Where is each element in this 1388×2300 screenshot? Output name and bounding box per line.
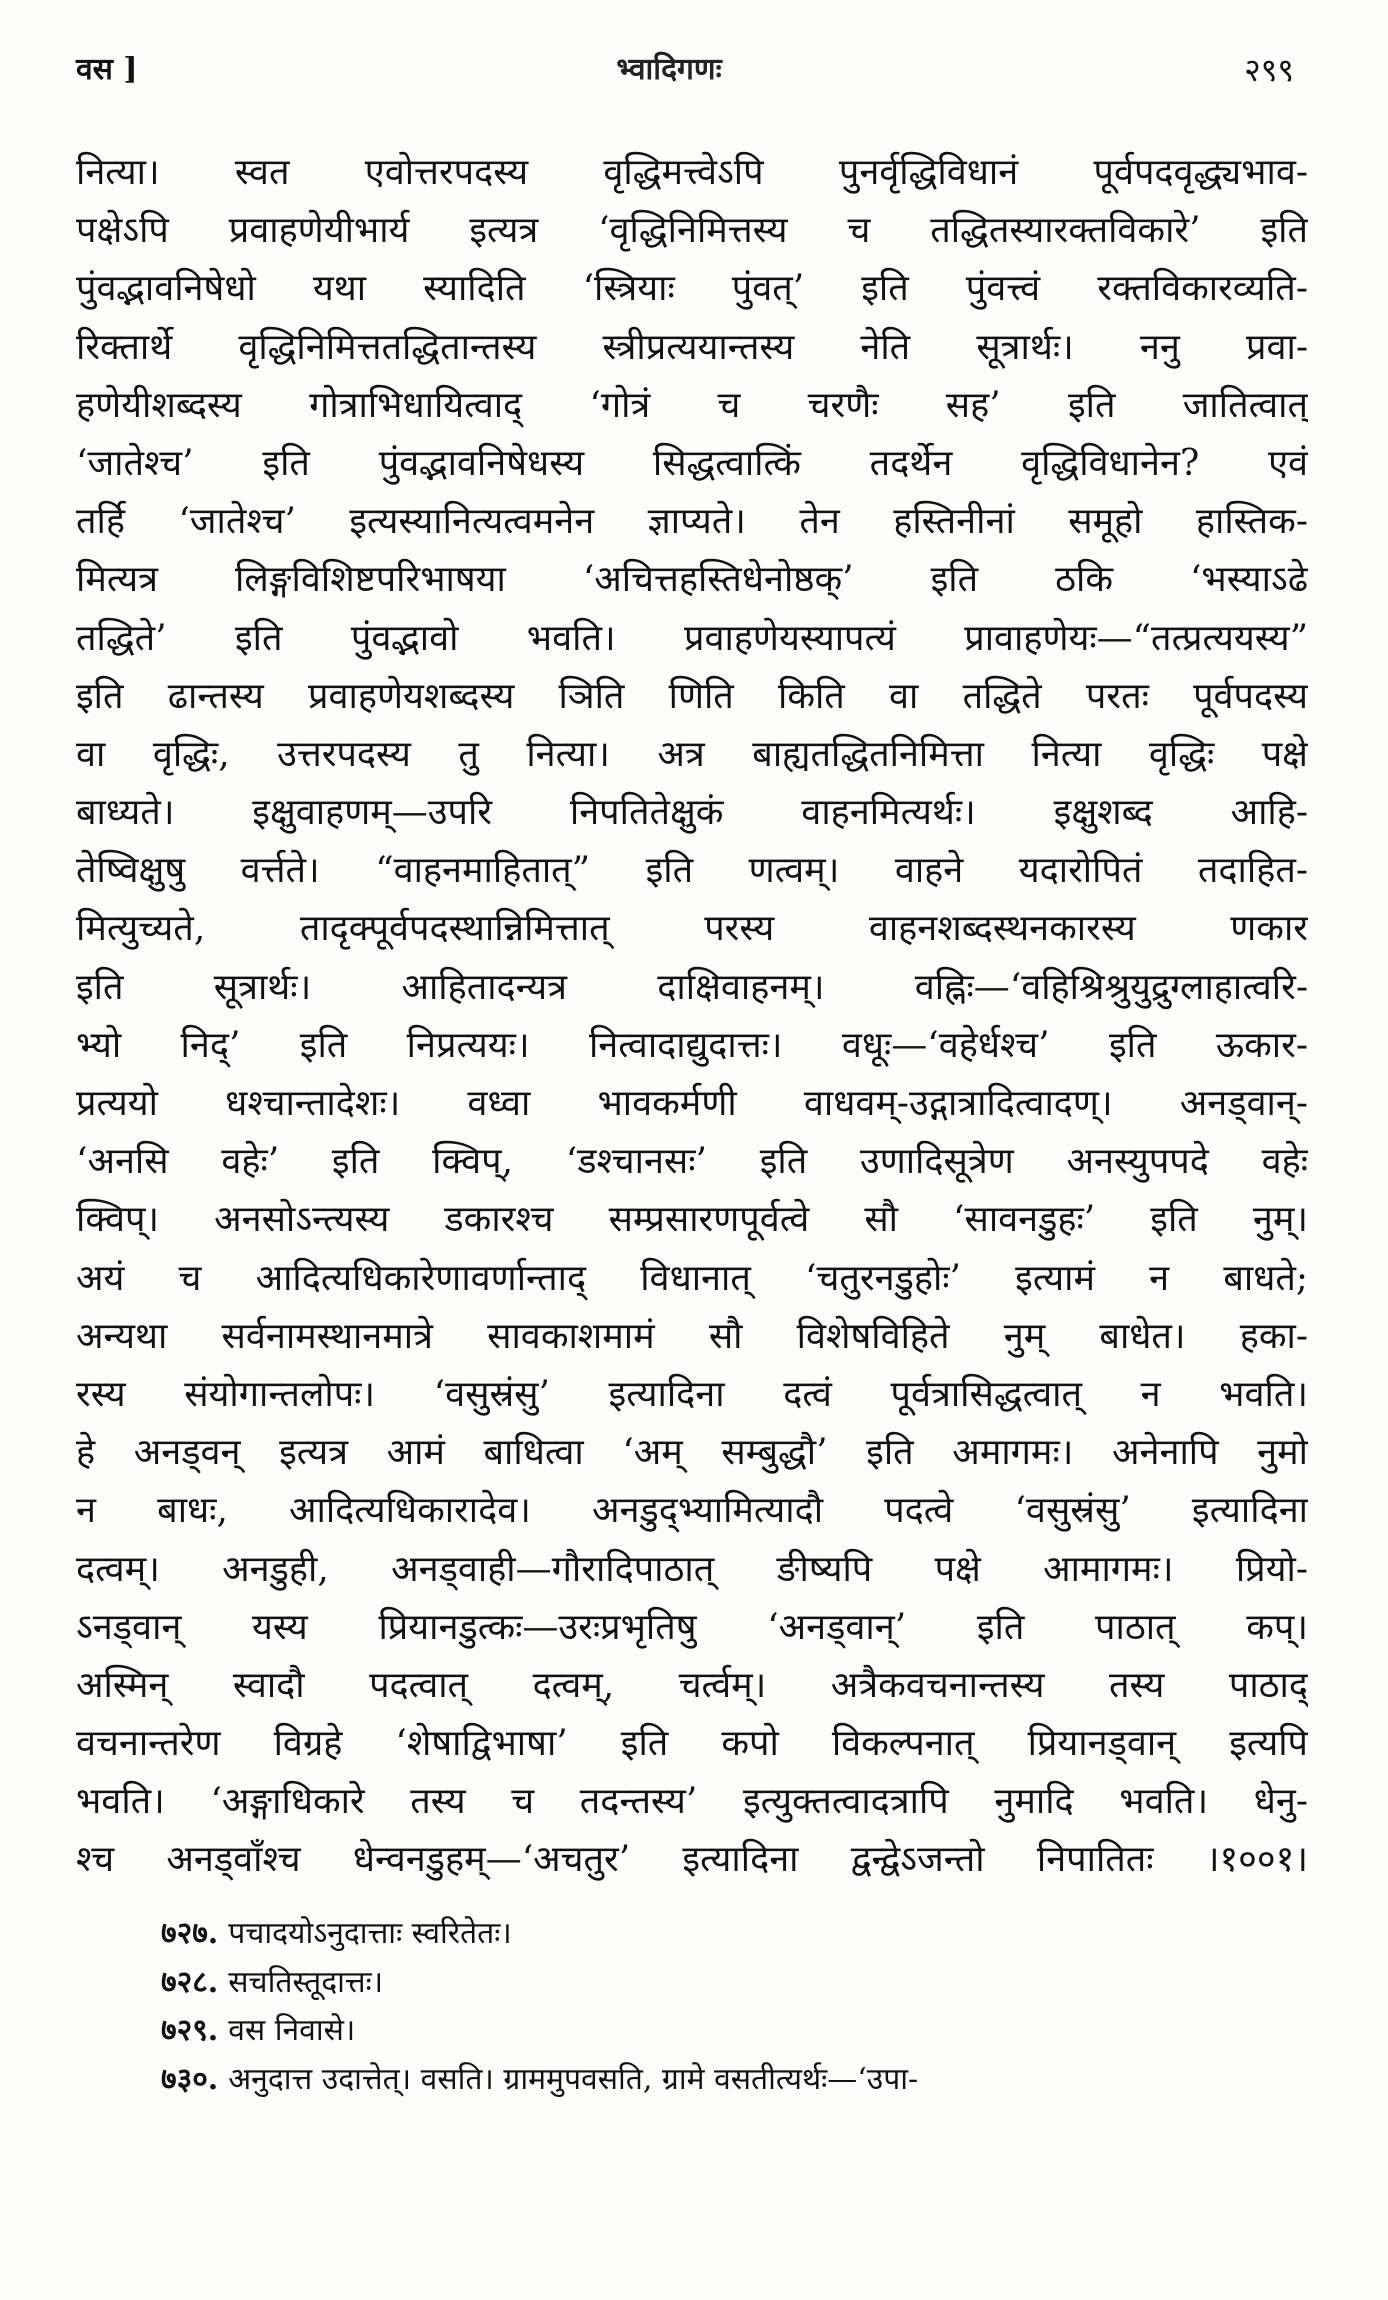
body-line: ऽनड्वान् यस्य प्रियानडुत्कः—उरःप्रभृतिषु ‘अनड्वान्’ इति पाठात् कप्। xyxy=(76,1606,1308,1648)
body-line: प्रत्ययो धश्चान्तादेशः। वध्वा भावकर्मणी वाधवम्-उद्गात्रादित्वादण्। अनड्वान्- xyxy=(76,1083,1308,1124)
body-line: न बाधः, आदित्यधिकारादेव। अनडुद्भ्यामित्यादौ पदत्वे ‘वसुस्रंसु’ इत्यादिना xyxy=(76,1490,1308,1532)
body-line: मित्युच्यते, तादृक्पूर्वपदस्थान्निमित्तात् परस्य वाहनशब्दस्थनकारस्य णकार xyxy=(76,908,1308,950)
body-line: अयं च आदित्यधिकारेणावर्णान्ताद् विधानात् ‘चतुरनडुहोः’ इत्यामं न बाधते; xyxy=(76,1257,1308,1299)
body-line: दत्वम्। अनडुही, अनड्वाही—गौरादिपाठात् ङीष्यपि पक्षे आमागमः। प्रियो- xyxy=(76,1548,1308,1590)
page-number: २९९ xyxy=(1244,51,1294,89)
running-head-left: वस ] xyxy=(76,52,138,87)
body-line: रिक्तार्थे वृद्धिनिमित्ततद्धितान्तस्य स्त्रीप्रत्ययान्तस्य नेति सूत्रार्थः। ननु प्रवा- xyxy=(76,326,1308,368)
sutra-text: पचादयोऽनुदात्ताः स्वरितेतः। xyxy=(228,1916,512,1951)
sutra-number: ७२८. xyxy=(161,1964,219,2000)
body-line: अस्मिन् स्वादौ पदत्वात् दत्वम्, चर्त्वम्। अत्रैकवचनान्तस्य तस्य पाठाद् xyxy=(76,1664,1308,1706)
sutra-number: ७२९. xyxy=(161,2013,219,2048)
body-line: इति ढान्तस्य प्रवाहणेयशब्दस्य ञिति णिति किति वा तद्धिते परतः पूर्वपदस्य xyxy=(76,675,1308,717)
body-line: पुंवद्भावनिषेधो यथा स्यादिति ‘स्त्रियाः पुंवत्’ इति पुंवत्त्वं रक्तविकारव्यति- xyxy=(76,268,1308,310)
body-line: इति सूत्रार्थः। आहितादन्यत्र दाक्षिवाहनम्। वह्निः—‘वहिश्रिश्रुयुद्रुग्लाहात्वरि- xyxy=(76,966,1308,1008)
sutra-entry xyxy=(161,2056,1308,2105)
running-head-title: भ्वादिगणः xyxy=(616,52,722,87)
body-line: भवति। ‘अङ्गाधिकारे तस्य च तदन्तस्य’ इत्युक्तत्वादत्रापि नुमादि भवति। धेनु- xyxy=(76,1781,1308,1823)
body-line: तेष्विक्षुषु वर्त्तते। “वाहनमाहितात्” इति णत्वम्। वाहने यदारोपितं तदाहित- xyxy=(76,850,1308,892)
sutra-list xyxy=(161,1910,1308,2104)
commentary-paragraph xyxy=(76,144,1308,1890)
sutra-entry xyxy=(161,1959,1308,2008)
body-line: पक्षेऽपि प्रवाहणेयीभार्य इत्यत्र ‘वृद्धिनिमित्तस्य च तद्धितस्यारक्तविकारे’ इति xyxy=(76,210,1308,252)
body-line: तर्हि ‘जातेश्च’ इत्यस्यानित्यत्वमनेन ज्ञाप्यते। तेन हस्तिनीनां समूहो हास्तिक- xyxy=(76,501,1308,543)
body-line: बाध्यते। इक्षुवाहणम्—उपरि निपतितेक्षुकं वाहनमित्यर्थः। इक्षुशब्द आहि- xyxy=(76,792,1308,834)
sutra-entry xyxy=(161,1910,1308,1959)
body-line: तद्धिते’ इति पुंवद्भावो भवति। प्रवाहणेयस्यापत्यं प्रावाहणेयः—“तत्प्रत्ययस्य” xyxy=(76,617,1308,659)
sutra-entry xyxy=(161,2007,1308,2056)
sutra-number: ७२७. xyxy=(161,1916,219,1951)
body-line: रस्य संयोगान्तलोपः। ‘वसुस्रंसु’ इत्यादिना दत्वं पूर्वत्रासिद्धत्वात् न भवति। xyxy=(76,1373,1308,1415)
body-line: वा वृद्धिः, उत्तरपदस्य तु नित्या। अत्र बाह्यतद्धितनिमित्ता नित्या वृद्धिः पक्षे xyxy=(76,733,1308,775)
sutra-number: ७३०. xyxy=(161,2061,219,2097)
body-line: हे अनड्वन् इत्यत्र आमं बाधित्वा ‘अम् सम्बुद्धौ’ इति अमागमः। अनेनापि नुमो xyxy=(76,1432,1308,1474)
body-line: वचनान्तरेण विग्रहे ‘शेषाद्विभाषा’ इति कपो विकल्पनात् प्रियानड्वान् इत्यपि xyxy=(76,1723,1308,1765)
body-line: ‘अनसि वहेः’ इति क्विप्, ‘डश्चानसः’ इति उणादिसूत्रेण अनस्युपपदे वहेः xyxy=(76,1141,1308,1183)
body-line: हणेयीशब्दस्य गोत्राभिधायित्वाद् ‘गोत्रं च चरणैः सह’ इति जातित्वात् xyxy=(76,384,1308,426)
sutra-text: अनुदात्त उदात्तेत्। वसति। ग्राममुपवसति, ग्रामे वसतीत्यर्थः—‘उपा- xyxy=(228,2061,919,2097)
body-line: नित्या। स्वत एवोत्तरपदस्य वृद्धिमत्त्वेऽपि पुनर्वृद्धिविधानं पूर्वपदवृद्ध्यभाव- xyxy=(76,152,1308,193)
body-line: क्विप्। अनसोऽन्त्यस्य डकारश्च सम्प्रसारणपूर्वत्वे सौ ‘सावनडुहः’ इति नुम्। xyxy=(76,1199,1308,1241)
body-line: भ्यो निद्’ इति निप्रत्ययः। नित्वादाद्युदात्तः। वधूः—‘वहेर्धश्च’ इति ऊकार- xyxy=(76,1024,1308,1066)
body-line: ‘जातेश्च’ इति पुंवद्भावनिषेधस्य सिद्धत्वात्किं तदर्थेन वृद्धिविधानेन? एवं xyxy=(76,442,1308,484)
body-line: श्च अनड्वाँश्च धेन्वनडुहम्—‘अचतुर’ इत्यादिना द्वन्द्वेऽजन्तो निपातितः ।१००१। xyxy=(76,1839,1308,1881)
sutra-text: सचतिस्तूदात्तः। xyxy=(228,1964,384,2000)
sutra-text: वस निवासे। xyxy=(228,2013,356,2048)
body-line: मित्यत्र लिङ्गविशिष्टपरिभाषया ‘अचित्तहस्तिधेनोष्ठक्’ इति ठकि ‘भस्याऽढे xyxy=(76,559,1308,601)
body-line: अन्यथा सर्वनामस्थानमात्रे सावकाशमामं सौ विशेषविहिते नुम् बाधेत। हका- xyxy=(76,1315,1308,1357)
